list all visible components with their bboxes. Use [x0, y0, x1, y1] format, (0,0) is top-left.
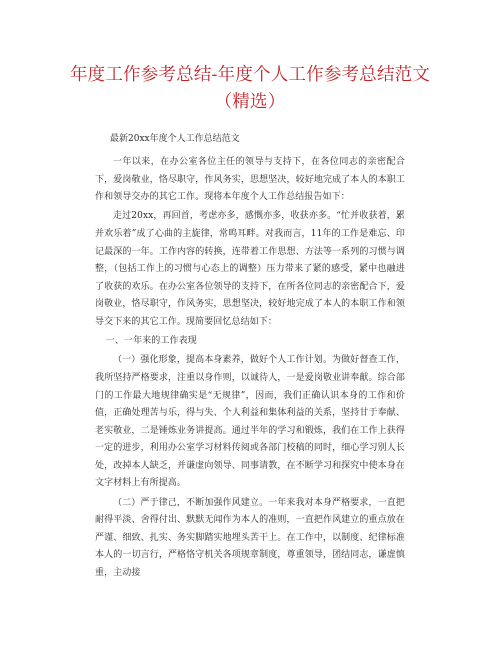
document-body — [95, 154, 405, 584]
document-subtitle: 最新20xx年度个人工作总结范文 — [110, 134, 240, 144]
body-paragraph: （二）严于律己，不断加强作风建立。一年来我对本身严格要求，一直把耐得平淡、舍得付出、默默无闻作为本人的准则，一直把作风建立的重点放在严谨、细致、扎实、务实脚踏实地埋头苦干上。在工作中，以制度、纪律标准本人的一切言行，严格恪守机关各项规章制度，尊重领导，团结同志，谦虚慎重，主动接 — [95, 497, 405, 579]
body-paragraph: 一年以来，在办公室各位主任的领导与支持下，在各位同志的亲密配合下，爱岗敬业，恪尽职守，作风务实，思想坚决，较好地完成了本人的本职工作和领导交办的其它工作。现将本年度个人工作总结报告如下： — [95, 157, 405, 203]
document-title: 年度工作参考总结-年度个人工作参考总结范文（精选） — [69, 65, 431, 112]
body-paragraph: （一）强化形象，提高本身素养，做好个人工作计划。为做好督查工作，我所坚持严格要求，注重以身作则，以诚待人，一是爱岗敬业讲奉献。综合部门的工作最大地规律确实是“无规律”，因而，我们正确认识本身的工作和价值，正确处理苦与乐，得与失、个人利益和集体利益的关系，坚持甘于奉献、老实敬业，二是锤炼业务讲提高。通过半年的学习和锻炼，我们在工作上获得一定的进步，利用办公室学习材料传阅或各部门校稿的同时，细心学习别人长处，改掉本人缺乏，并谦虚向领导、同事请教，在不断学习和探究中使本身在文字材料上有所提高。 — [95, 355, 405, 489]
body-paragraph: 走过20xx，再回首，考虑亦多，感慨亦多，收获亦多。“忙并收获着，累并欢乐着”成了心曲的主旋律，常鸣耳畔。对我而言，11年的工作是难忘、印记最深的一年。工作内容的转换，连带着工作思想、方法等一系列的习惯与调整，（包括工作上的习惯与心态上的调整）压力带来了紧的感受，紧中也融进了收获的欢乐。在办公室各位领导的支持下，在所各位同志的亲密配合下，爱岗敬业，恪尽职守，作风务实，思想坚决，较好地完成了本人的本职工作和领导交下来的其它工作。现简要回忆总结如下： — [95, 211, 405, 327]
section-heading: 一、一年来的工作表现 — [105, 336, 197, 347]
